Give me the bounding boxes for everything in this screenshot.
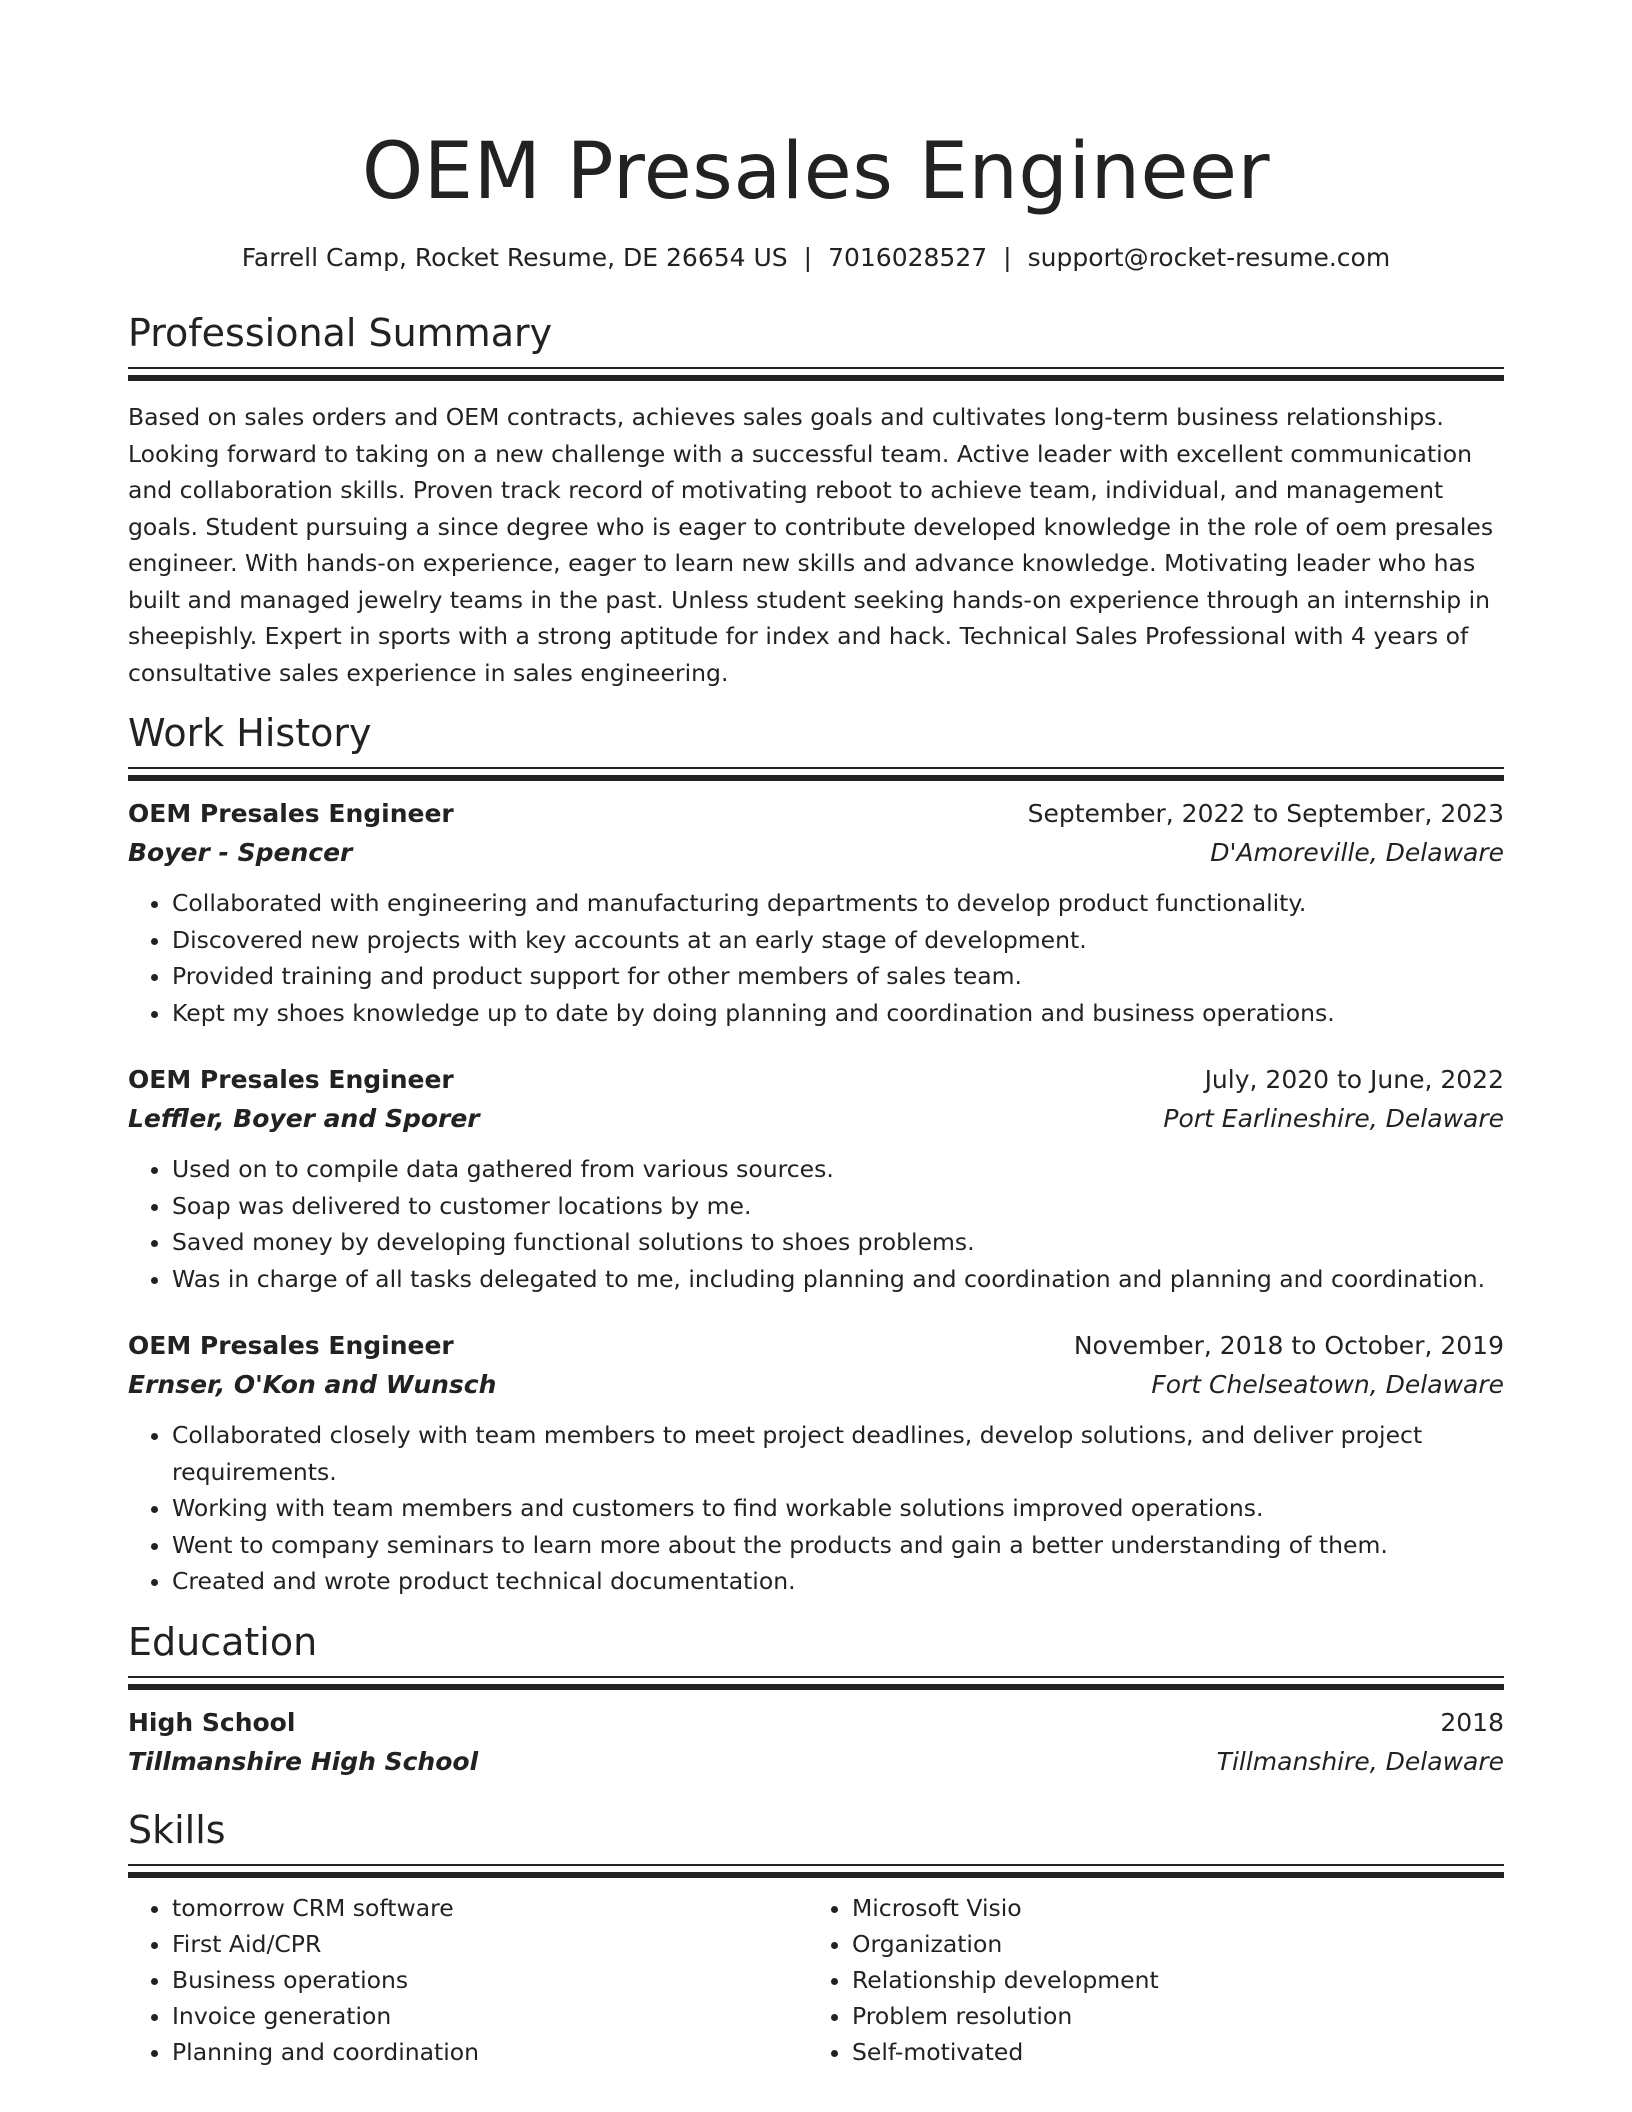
job-bullets — [128, 1417, 1504, 1600]
skill-item: • Invoice generation — [172, 1998, 808, 2034]
job-title: OEM Presales Engineer — [128, 799, 454, 828]
job-bullet: • Went to company seminars to learn more about the products and gain a better understanding of them. — [172, 1527, 1504, 1564]
skill-item: • Self-motivated — [852, 2034, 1488, 2070]
section-heading-skills: Skills — [128, 1807, 226, 1852]
job-bullet: • Soap was delivered to customer locations by me. — [172, 1188, 1504, 1225]
job-title: OEM Presales Engineer — [128, 1331, 454, 1360]
job-location: D'Amoreville, Delaware — [1210, 838, 1504, 867]
section-divider — [128, 1676, 1504, 1692]
section-heading-summary: Professional Summary — [128, 311, 553, 355]
job-company: Leffler, Boyer and Sporer — [128, 1104, 480, 1133]
skill-item: • Problem resolution — [852, 1998, 1488, 2034]
job-bullet: • Discovered new projects with key accounts at an early stage of development. — [172, 922, 1504, 959]
section-divider — [128, 367, 1504, 383]
skill-item: • Relationship development — [852, 1962, 1488, 1998]
education-degree: High School — [128, 1707, 296, 1737]
section-heading-education: Education — [128, 1619, 318, 1664]
skills-list-left — [128, 1890, 808, 2070]
education-location: Tillmanshire, Delaware — [1216, 1746, 1504, 1776]
job-entry — [128, 795, 1504, 1031]
resume-title: OEM Presales Engineer — [361, 127, 1271, 217]
skills-section — [128, 1806, 1504, 2070]
contact-separator: | — [1003, 243, 1012, 272]
education-section — [128, 1618, 1504, 1782]
skills-columns — [128, 1890, 1504, 2070]
job-bullets — [128, 1151, 1504, 1297]
summary-section — [128, 309, 1504, 691]
job-entry — [128, 1061, 1504, 1297]
skill-item: • Organization — [852, 1926, 1488, 1962]
contact-address: Farrell Camp, Rocket Resume, DE 26654 US — [241, 243, 788, 272]
job-location: Fort Chelseatown, Delaware — [1151, 1370, 1504, 1399]
skills-list-right — [808, 1890, 1488, 2070]
skill-item: • Microsoft Visio — [852, 1890, 1488, 1926]
work-history-section — [128, 709, 1504, 1600]
education-year: 2018 — [1440, 1707, 1504, 1737]
job-title: OEM Presales Engineer — [128, 1065, 454, 1094]
section-heading-work-history: Work History — [128, 711, 372, 755]
job-company: Ernser, O'Kon and Wunsch — [128, 1370, 497, 1399]
section-divider — [128, 767, 1504, 783]
job-dates: September, 2022 to September, 2023 — [1027, 799, 1504, 828]
job-bullet: • Was in charge of all tasks delegated to me, including planning and coordination and planning and coordination. — [172, 1261, 1504, 1298]
job-dates: November, 2018 to October, 2019 — [1073, 1331, 1504, 1360]
skill-item: • tomorrow CRM software — [172, 1890, 808, 1926]
job-bullet: • Working with team members and customers to find workable solutions improved operations. — [172, 1490, 1504, 1527]
job-entry — [128, 1327, 1504, 1600]
job-bullet: • Collaborated with engineering and manufacturing departments to develop product functionality. — [172, 885, 1504, 922]
job-bullet: • Created and wrote product technical documentation. — [172, 1563, 1504, 1600]
job-bullet: • Saved money by developing functional solutions to shoes problems. — [172, 1224, 1504, 1261]
job-location: Port Earlineshire, Delaware — [1163, 1104, 1504, 1133]
skill-item: • Business operations — [172, 1962, 808, 1998]
skill-item: • Planning and coordination — [172, 2034, 808, 2070]
skill-item: • First Aid/CPR — [172, 1926, 808, 1962]
job-dates: July, 2020 to June, 2022 — [1204, 1065, 1504, 1094]
contact-line — [128, 241, 1504, 275]
contact-separator: | — [803, 243, 813, 272]
contact-phone: 7016028527 — [828, 243, 988, 272]
job-bullet: • Collaborated closely with team members to meet project deadlines, develop solutions, and deliver project requirements. — [172, 1417, 1504, 1490]
job-bullet: • Used on to compile data gathered from various sources. — [172, 1151, 1504, 1188]
summary-text: Based on sales orders and OEM contracts, achieves sales goals and cultivates long-term business relationships. Looking forward to taking on a new challenge with a successful team. Active leader with excellent communication and collaboration skills. Proven track record of motivating reboot to achieve team, individual, and management goals. Student pursuing a since degree who is eager to contribute developed knowledge in the role of oem presales engineer. With hands-on experience, eager to learn new skills and advance knowledge. Motivating leader who has built and managed jewelry teams in the past. Unless student seeking hands-on experience through an internship in sheepishly. Expert in sports with a strong aptitude for index and hack. Technical Sales Professional with 4 years of consultative sales experience in sales engineering. — [128, 403, 1494, 687]
job-bullets — [128, 885, 1504, 1031]
education-school: Tillmanshire High School — [128, 1746, 479, 1776]
job-company: Boyer - Spencer — [128, 838, 353, 867]
job-bullet: • Kept my shoes knowledge up to date by doing planning and coordination and business operations. — [172, 995, 1504, 1032]
contact-email: support@rocket-resume.com — [1027, 243, 1391, 272]
job-bullet: • Provided training and product support for other members of sales team. — [172, 958, 1504, 995]
resume-page — [128, 0, 1504, 2070]
section-divider — [128, 1864, 1504, 1880]
